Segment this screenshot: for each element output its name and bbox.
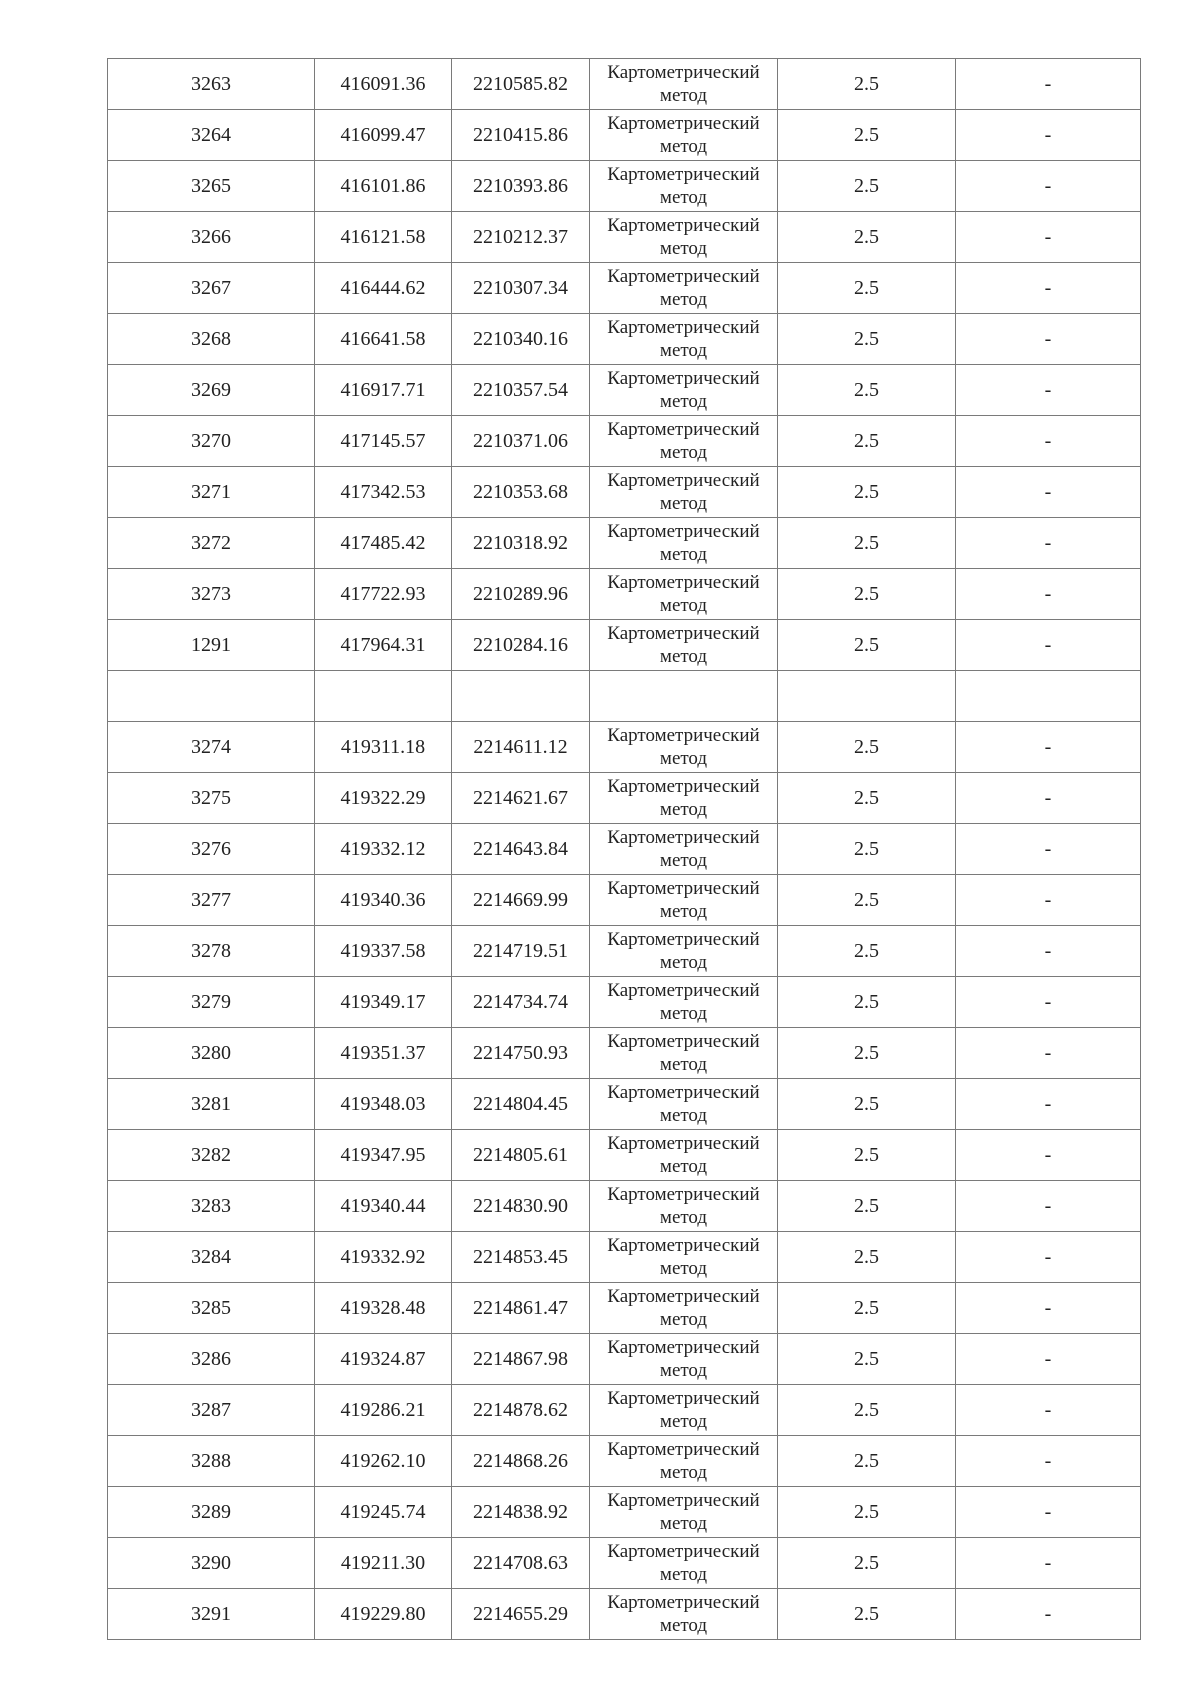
table-row <box>108 416 1141 467</box>
x-coordinate-cell: 419337.58 <box>315 926 452 977</box>
method-cell <box>590 875 778 926</box>
x-coordinate-cell: 419348.03 <box>315 1079 452 1130</box>
y-coordinate-cell: 2214669.99 <box>452 875 590 926</box>
method-line-1: Картометрический <box>607 368 760 389</box>
precision-cell: 2.5 <box>778 263 956 314</box>
method-cell <box>590 620 778 671</box>
note-cell: - <box>956 926 1141 977</box>
method-line-2: метод <box>659 1054 708 1075</box>
x-coordinate-cell: 417145.57 <box>315 416 452 467</box>
precision-cell: 2.5 <box>778 1538 956 1589</box>
precision-cell: 2.5 <box>778 1079 956 1130</box>
method-cell <box>590 1487 778 1538</box>
point-number-cell: 3287 <box>108 1385 315 1436</box>
note-cell: - <box>956 1385 1141 1436</box>
method-line-1: Картометрический <box>607 164 760 185</box>
method-line-1: Картометрический <box>607 266 760 287</box>
x-coordinate-cell: 416101.86 <box>315 161 452 212</box>
method-line-2: метод <box>659 289 708 310</box>
precision-cell: 2.5 <box>778 467 956 518</box>
y-coordinate-cell: 2210318.92 <box>452 518 590 569</box>
method-line-1: Картометрический <box>607 929 760 950</box>
method-cell <box>590 59 778 110</box>
method-line-2: метод <box>659 1360 708 1381</box>
point-number-cell: 3267 <box>108 263 315 314</box>
method-line-2: метод <box>659 1513 708 1534</box>
point-number-cell: 3291 <box>108 1589 315 1640</box>
table-row <box>108 569 1141 620</box>
table-row <box>108 161 1141 212</box>
method-line-1: Картометрический <box>607 572 760 593</box>
note-cell: - <box>956 263 1141 314</box>
x-coordinate-cell: 416121.58 <box>315 212 452 263</box>
x-coordinate-cell: 419311.18 <box>315 722 452 773</box>
point-number-cell: 3282 <box>108 1130 315 1181</box>
y-coordinate-cell: 2214643.84 <box>452 824 590 875</box>
table-row <box>108 773 1141 824</box>
point-number-cell: 3265 <box>108 161 315 212</box>
precision-cell: 2.5 <box>778 1385 956 1436</box>
method-cell <box>590 161 778 212</box>
point-number-cell: 3277 <box>108 875 315 926</box>
method-line-1: Картометрический <box>607 215 760 236</box>
note-cell: - <box>956 1487 1141 1538</box>
point-number-cell: 3286 <box>108 1334 315 1385</box>
y-coordinate-cell: 2214838.92 <box>452 1487 590 1538</box>
method-cell <box>590 926 778 977</box>
note-cell: - <box>956 773 1141 824</box>
note-cell: - <box>956 518 1141 569</box>
method-cell <box>590 110 778 161</box>
precision-cell: 2.5 <box>778 416 956 467</box>
method-line-1: Картометрический <box>607 521 760 542</box>
point-number-cell: 3268 <box>108 314 315 365</box>
method-cell <box>590 977 778 1028</box>
method-line-1: Картометрический <box>607 1031 760 1052</box>
table-row <box>108 314 1141 365</box>
x-coordinate-cell: 419322.29 <box>315 773 452 824</box>
note-cell: - <box>956 1181 1141 1232</box>
table-row <box>108 1385 1141 1436</box>
table-row <box>108 110 1141 161</box>
note-cell: - <box>956 620 1141 671</box>
precision-cell: 2.5 <box>778 824 956 875</box>
table-row <box>108 875 1141 926</box>
precision-cell: 2.5 <box>778 1436 956 1487</box>
x-coordinate-cell: 419211.30 <box>315 1538 452 1589</box>
note-cell: - <box>956 212 1141 263</box>
point-number-cell: 3278 <box>108 926 315 977</box>
point-number-cell: 3266 <box>108 212 315 263</box>
precision-cell <box>778 671 956 722</box>
point-number-cell: 3276 <box>108 824 315 875</box>
point-number-cell: 3274 <box>108 722 315 773</box>
method-line-2: метод <box>659 646 708 667</box>
table-row <box>108 620 1141 671</box>
x-coordinate-cell: 419351.37 <box>315 1028 452 1079</box>
method-line-1: Картометрический <box>607 980 760 1001</box>
y-coordinate-cell: 2210585.82 <box>452 59 590 110</box>
method-cell <box>590 1538 778 1589</box>
precision-cell: 2.5 <box>778 977 956 1028</box>
y-coordinate-cell: 2210357.54 <box>452 365 590 416</box>
note-cell: - <box>956 875 1141 926</box>
method-line-2: метод <box>659 1258 708 1279</box>
point-number-cell <box>108 671 315 722</box>
note-cell: - <box>956 1130 1141 1181</box>
method-line-2: метод <box>659 391 708 412</box>
x-coordinate-cell: 419332.92 <box>315 1232 452 1283</box>
x-coordinate-cell: 419349.17 <box>315 977 452 1028</box>
precision-cell: 2.5 <box>778 212 956 263</box>
point-number-cell: 3281 <box>108 1079 315 1130</box>
method-cell <box>590 671 778 722</box>
note-cell: - <box>956 314 1141 365</box>
point-number-cell: 3273 <box>108 569 315 620</box>
precision-cell: 2.5 <box>778 110 956 161</box>
table-row <box>108 977 1141 1028</box>
y-coordinate-cell: 2214750.93 <box>452 1028 590 1079</box>
y-coordinate-cell: 2214655.29 <box>452 1589 590 1640</box>
point-number-cell: 3290 <box>108 1538 315 1589</box>
precision-cell: 2.5 <box>778 1130 956 1181</box>
table-row <box>108 1589 1141 1640</box>
y-coordinate-cell: 2210353.68 <box>452 467 590 518</box>
note-cell: - <box>956 977 1141 1028</box>
y-coordinate-cell: 2210393.86 <box>452 161 590 212</box>
x-coordinate-cell <box>315 671 452 722</box>
note-cell: - <box>956 416 1141 467</box>
y-coordinate-cell: 2210212.37 <box>452 212 590 263</box>
method-line-2: метод <box>659 952 708 973</box>
x-coordinate-cell: 419340.44 <box>315 1181 452 1232</box>
y-coordinate-cell: 2210289.96 <box>452 569 590 620</box>
method-cell <box>590 824 778 875</box>
method-line-2: метод <box>659 85 708 106</box>
note-cell: - <box>956 1589 1141 1640</box>
note-cell: - <box>956 1334 1141 1385</box>
method-cell <box>590 1385 778 1436</box>
method-cell <box>590 416 778 467</box>
method-line-2: метод <box>659 1207 708 1228</box>
method-cell <box>590 722 778 773</box>
method-cell <box>590 1436 778 1487</box>
method-line-1: Картометрический <box>607 725 760 746</box>
method-cell <box>590 569 778 620</box>
precision-cell: 2.5 <box>778 314 956 365</box>
method-line-2: метод <box>659 799 708 820</box>
note-cell: - <box>956 1436 1141 1487</box>
y-coordinate-cell <box>452 671 590 722</box>
y-coordinate-cell: 2214805.61 <box>452 1130 590 1181</box>
method-cell <box>590 263 778 314</box>
method-line-1: Картометрический <box>607 470 760 491</box>
y-coordinate-cell: 2214861.47 <box>452 1283 590 1334</box>
precision-cell: 2.5 <box>778 1181 956 1232</box>
method-line-1: Картометрический <box>607 1439 760 1460</box>
note-cell: - <box>956 569 1141 620</box>
y-coordinate-cell: 2214853.45 <box>452 1232 590 1283</box>
precision-cell: 2.5 <box>778 1487 956 1538</box>
method-line-2: метод <box>659 340 708 361</box>
method-cell <box>590 518 778 569</box>
x-coordinate-cell: 419347.95 <box>315 1130 452 1181</box>
method-line-2: метод <box>659 1309 708 1330</box>
note-cell <box>956 671 1141 722</box>
method-line-1: Картометрический <box>607 1286 760 1307</box>
table-row <box>108 518 1141 569</box>
y-coordinate-cell: 2210340.16 <box>452 314 590 365</box>
point-number-cell: 3270 <box>108 416 315 467</box>
method-line-2: метод <box>659 136 708 157</box>
precision-cell: 2.5 <box>778 1334 956 1385</box>
method-line-2: метод <box>659 1615 708 1636</box>
method-line-2: метод <box>659 748 708 769</box>
method-line-1: Картометрический <box>607 1592 760 1613</box>
x-coordinate-cell: 419332.12 <box>315 824 452 875</box>
x-coordinate-cell: 419340.36 <box>315 875 452 926</box>
method-line-2: метод <box>659 442 708 463</box>
precision-cell: 2.5 <box>778 722 956 773</box>
x-coordinate-cell: 419286.21 <box>315 1385 452 1436</box>
x-coordinate-cell: 416099.47 <box>315 110 452 161</box>
point-number-cell: 3263 <box>108 59 315 110</box>
method-line-2: метод <box>659 1411 708 1432</box>
note-cell: - <box>956 1283 1141 1334</box>
precision-cell: 2.5 <box>778 569 956 620</box>
x-coordinate-cell: 417964.31 <box>315 620 452 671</box>
table-row <box>108 926 1141 977</box>
method-line-2: метод <box>659 544 708 565</box>
y-coordinate-cell: 2210415.86 <box>452 110 590 161</box>
empty-row <box>108 671 1141 722</box>
coordinates-table-body <box>108 59 1141 1640</box>
point-number-cell: 3289 <box>108 1487 315 1538</box>
x-coordinate-cell: 417722.93 <box>315 569 452 620</box>
point-number-cell: 3269 <box>108 365 315 416</box>
method-cell <box>590 365 778 416</box>
precision-cell: 2.5 <box>778 926 956 977</box>
x-coordinate-cell: 419245.74 <box>315 1487 452 1538</box>
y-coordinate-cell: 2214708.63 <box>452 1538 590 1589</box>
x-coordinate-cell: 419262.10 <box>315 1436 452 1487</box>
table-row <box>108 1028 1141 1079</box>
precision-cell: 2.5 <box>778 1028 956 1079</box>
note-cell: - <box>956 59 1141 110</box>
point-number-cell: 1291 <box>108 620 315 671</box>
method-line-2: метод <box>659 595 708 616</box>
method-cell <box>590 1181 778 1232</box>
method-line-1: Картометрический <box>607 1337 760 1358</box>
table-row <box>108 1436 1141 1487</box>
method-line-1: Картометрический <box>607 1184 760 1205</box>
y-coordinate-cell: 2214868.26 <box>452 1436 590 1487</box>
note-cell: - <box>956 161 1141 212</box>
method-line-1: Картометрический <box>607 878 760 899</box>
table-row <box>108 722 1141 773</box>
method-cell <box>590 314 778 365</box>
method-line-2: метод <box>659 1003 708 1024</box>
method-line-1: Картометрический <box>607 1082 760 1103</box>
y-coordinate-cell: 2214719.51 <box>452 926 590 977</box>
method-line-2: метод <box>659 1156 708 1177</box>
method-cell <box>590 1028 778 1079</box>
method-line-1: Картометрический <box>607 1235 760 1256</box>
point-number-cell: 3275 <box>108 773 315 824</box>
point-number-cell: 3284 <box>108 1232 315 1283</box>
note-cell: - <box>956 467 1141 518</box>
note-cell: - <box>956 1079 1141 1130</box>
precision-cell: 2.5 <box>778 875 956 926</box>
method-line-2: метод <box>659 238 708 259</box>
y-coordinate-cell: 2210307.34 <box>452 263 590 314</box>
table-row <box>108 365 1141 416</box>
x-coordinate-cell: 416444.62 <box>315 263 452 314</box>
method-cell <box>590 1283 778 1334</box>
method-cell <box>590 1079 778 1130</box>
method-line-2: метод <box>659 493 708 514</box>
method-line-2: метод <box>659 901 708 922</box>
note-cell: - <box>956 365 1141 416</box>
method-line-1: Картометрический <box>607 113 760 134</box>
coordinates-table <box>107 58 1141 1640</box>
table-row <box>108 467 1141 518</box>
table-row <box>108 212 1141 263</box>
method-cell <box>590 1589 778 1640</box>
table-row <box>108 1130 1141 1181</box>
precision-cell: 2.5 <box>778 161 956 212</box>
method-line-2: метод <box>659 187 708 208</box>
precision-cell: 2.5 <box>778 1283 956 1334</box>
method-line-1: Картометрический <box>607 1133 760 1154</box>
point-number-cell: 3272 <box>108 518 315 569</box>
method-line-1: Картометрический <box>607 623 760 644</box>
method-cell <box>590 773 778 824</box>
table-row <box>108 1079 1141 1130</box>
precision-cell: 2.5 <box>778 518 956 569</box>
method-line-1: Картометрический <box>607 827 760 848</box>
method-cell <box>590 1130 778 1181</box>
method-cell <box>590 1334 778 1385</box>
x-coordinate-cell: 416641.58 <box>315 314 452 365</box>
precision-cell: 2.5 <box>778 59 956 110</box>
method-line-2: метод <box>659 1462 708 1483</box>
method-line-1: Картометрический <box>607 776 760 797</box>
point-number-cell: 3264 <box>108 110 315 161</box>
method-cell <box>590 212 778 263</box>
note-cell: - <box>956 1232 1141 1283</box>
note-cell: - <box>956 824 1141 875</box>
x-coordinate-cell: 419229.80 <box>315 1589 452 1640</box>
y-coordinate-cell: 2214734.74 <box>452 977 590 1028</box>
table-row <box>108 59 1141 110</box>
x-coordinate-cell: 417342.53 <box>315 467 452 518</box>
method-line-1: Картометрический <box>607 62 760 83</box>
table-row <box>108 1232 1141 1283</box>
method-line-1: Картометрический <box>607 1490 760 1511</box>
note-cell: - <box>956 1028 1141 1079</box>
method-cell <box>590 1232 778 1283</box>
table-row <box>108 1334 1141 1385</box>
precision-cell: 2.5 <box>778 365 956 416</box>
table-row <box>108 1538 1141 1589</box>
y-coordinate-cell: 2214830.90 <box>452 1181 590 1232</box>
precision-cell: 2.5 <box>778 1589 956 1640</box>
table-row <box>108 1487 1141 1538</box>
table-row <box>108 1283 1141 1334</box>
table-row <box>108 263 1141 314</box>
method-line-1: Картометрический <box>607 317 760 338</box>
method-cell <box>590 467 778 518</box>
note-cell: - <box>956 722 1141 773</box>
note-cell: - <box>956 110 1141 161</box>
precision-cell: 2.5 <box>778 773 956 824</box>
y-coordinate-cell: 2214878.62 <box>452 1385 590 1436</box>
point-number-cell: 3280 <box>108 1028 315 1079</box>
method-line-2: метод <box>659 1105 708 1126</box>
y-coordinate-cell: 2210284.16 <box>452 620 590 671</box>
x-coordinate-cell: 419324.87 <box>315 1334 452 1385</box>
method-line-1: Картометрический <box>607 419 760 440</box>
y-coordinate-cell: 2214621.67 <box>452 773 590 824</box>
x-coordinate-cell: 417485.42 <box>315 518 452 569</box>
method-line-1: Картометрический <box>607 1388 760 1409</box>
point-number-cell: 3285 <box>108 1283 315 1334</box>
point-number-cell: 3283 <box>108 1181 315 1232</box>
point-number-cell: 3271 <box>108 467 315 518</box>
y-coordinate-cell: 2214611.12 <box>452 722 590 773</box>
y-coordinate-cell: 2214867.98 <box>452 1334 590 1385</box>
precision-cell: 2.5 <box>778 1232 956 1283</box>
x-coordinate-cell: 419328.48 <box>315 1283 452 1334</box>
point-number-cell: 3288 <box>108 1436 315 1487</box>
point-number-cell: 3279 <box>108 977 315 1028</box>
method-line-2: метод <box>659 1564 708 1585</box>
method-line-2: метод <box>659 850 708 871</box>
table-row <box>108 824 1141 875</box>
x-coordinate-cell: 416917.71 <box>315 365 452 416</box>
precision-cell: 2.5 <box>778 620 956 671</box>
method-line-1: Картометрический <box>607 1541 760 1562</box>
y-coordinate-cell: 2210371.06 <box>452 416 590 467</box>
x-coordinate-cell: 416091.36 <box>315 59 452 110</box>
y-coordinate-cell: 2214804.45 <box>452 1079 590 1130</box>
note-cell: - <box>956 1538 1141 1589</box>
table-row <box>108 1181 1141 1232</box>
